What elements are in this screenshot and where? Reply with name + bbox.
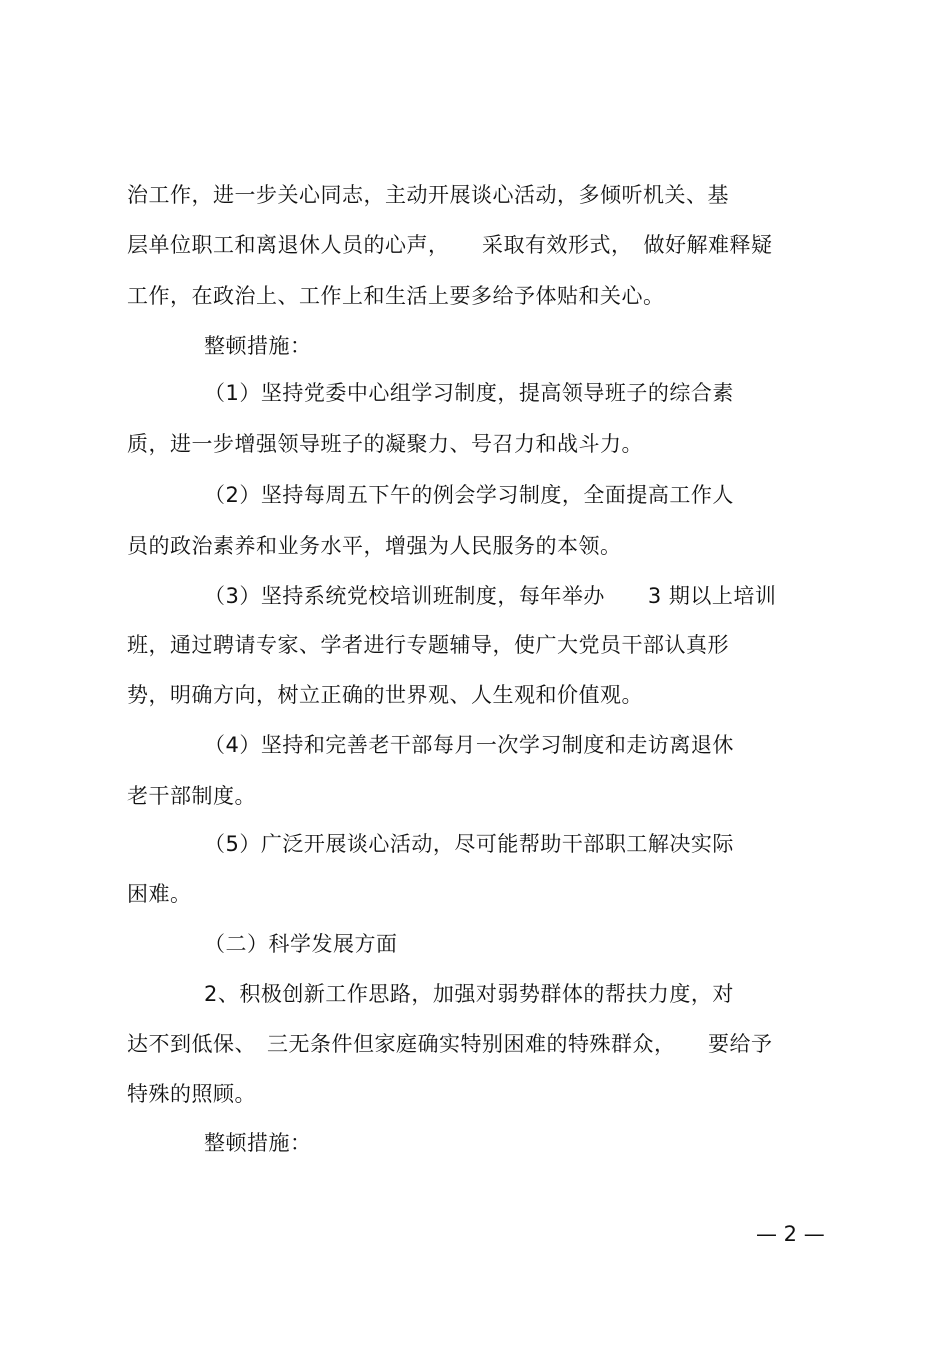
text-line-12: （4）坚持和完善老干部每月一次学习制度和走访离退休 xyxy=(204,733,734,757)
text-line-11: 势，明确方向，树立正确的世界观、人生观和价值观。 xyxy=(127,683,643,707)
section-heading: 整顿措施： xyxy=(204,334,312,358)
text-line-6: 质，进一步增强领导班子的凝聚力、号召力和战斗力。 xyxy=(127,432,643,456)
section-heading: （二）科学发展方面 xyxy=(204,932,398,956)
text-line-19: 特殊的照顾。 xyxy=(127,1082,256,1106)
section-heading: 整顿措施： xyxy=(204,1131,312,1155)
page-number: — 2 — xyxy=(756,1222,825,1246)
text-line-13: 老干部制度。 xyxy=(127,784,256,808)
text-line-17: 2、积极创新工作思路，加强对弱势群体的帮扶力度，对 xyxy=(204,982,734,1006)
text-line-8: 员的政治素养和业务水平，增强为人民服务的本领。 xyxy=(127,534,622,558)
text-line-15: 困难。 xyxy=(127,882,192,906)
text-line-9: （3）坚持系统党校培训班制度，每年举办 3 期以上培训 xyxy=(204,584,777,608)
text-line-18: 达不到低保、 三无条件但家庭确实特别困难的特殊群众， 要给予 xyxy=(127,1032,773,1056)
text-line-3: 工作，在政治上、工作上和生活上要多给予体贴和关心。 xyxy=(127,284,665,308)
text-line-10: 班，通过聘请专家、学者进行专题辅导，使广大党员干部认真形 xyxy=(127,633,729,657)
text-line-1: 治工作，进一步关心同志，主动开展谈心活动，多倾听机关、基 xyxy=(127,183,729,207)
text-line-5: （1）坚持党委中心组学习制度，提高领导班子的综合素 xyxy=(204,381,734,405)
text-line-7: （2）坚持每周五下午的例会学习制度，全面提高工作人 xyxy=(204,483,734,507)
text-line-14: （5）广泛开展谈心活动，尽可能帮助干部职工解决实际 xyxy=(204,832,734,856)
text-line-2: 层单位职工和离退休人员的心声， 采取有效形式， 做好解难释疑 xyxy=(127,233,773,257)
